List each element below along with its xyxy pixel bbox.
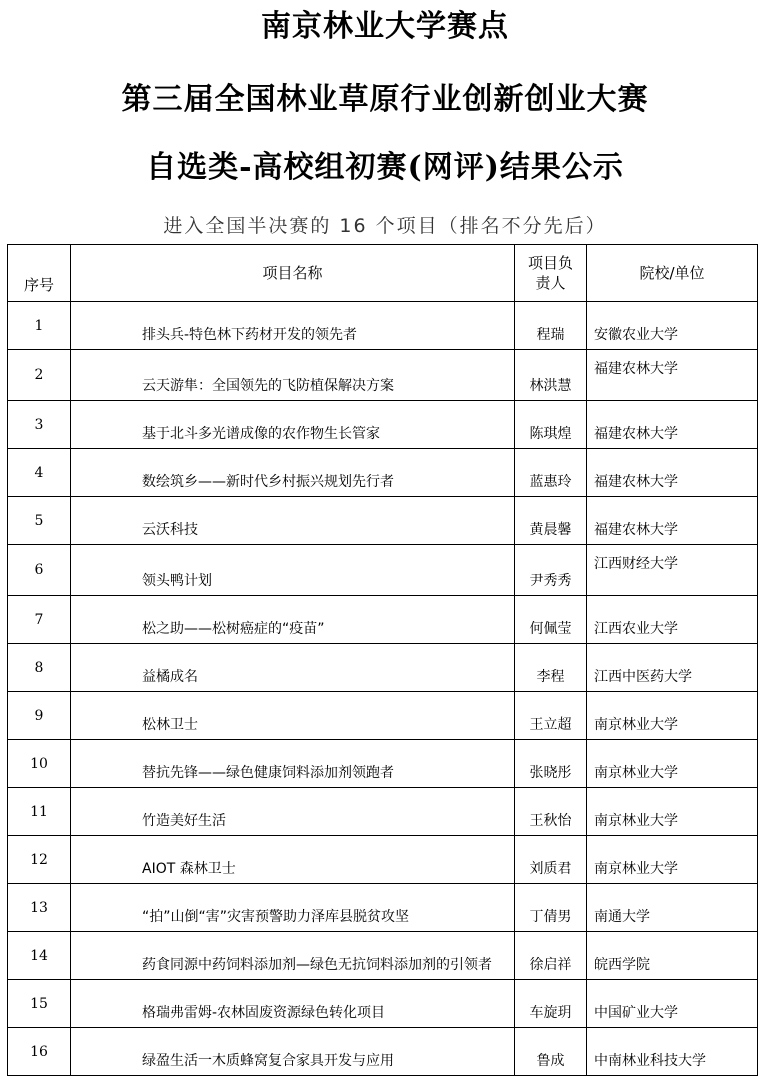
header-leader bbox=[515, 245, 587, 302]
cell-leader: 王秋怡 bbox=[515, 788, 587, 836]
cell-leader: 尹秀秀 bbox=[515, 545, 587, 596]
cell-school: 南通大学 bbox=[587, 884, 758, 932]
cell-seq: 1 bbox=[8, 302, 71, 350]
cell-project: 药食同源中药饲料添加剂—绿色无抗饲料添加剂的引领者 bbox=[71, 932, 515, 980]
cell-seq: 8 bbox=[8, 644, 71, 692]
cell-leader: 丁倩男 bbox=[515, 884, 587, 932]
cell-leader: 黄晨馨 bbox=[515, 497, 587, 545]
cell-project: 云天游隼：全国领先的飞防植保解决方案 bbox=[71, 350, 515, 401]
cell-school: 江西财经大学 bbox=[587, 545, 758, 596]
table-row bbox=[8, 692, 758, 740]
cell-leader: 陈琪煌 bbox=[515, 401, 587, 449]
cell-leader: 刘质君 bbox=[515, 836, 587, 884]
title-line-2: 第三届全国林业草原行业创新创业大赛 bbox=[121, 82, 649, 117]
cell-school: 南京林业大学 bbox=[587, 692, 758, 740]
cell-seq: 2 bbox=[8, 350, 71, 401]
cell-project: AIOT 森林卫士 bbox=[71, 836, 515, 884]
table-row bbox=[8, 644, 758, 692]
cell-school: 南京林业大学 bbox=[587, 836, 758, 884]
cell-school: 南京林业大学 bbox=[587, 740, 758, 788]
cell-seq: 16 bbox=[8, 1028, 71, 1076]
cell-seq: 11 bbox=[8, 788, 71, 836]
cell-seq: 5 bbox=[8, 497, 71, 545]
cell-leader: 林洪慧 bbox=[515, 350, 587, 401]
cell-seq: 10 bbox=[8, 740, 71, 788]
cell-school: 皖西学院 bbox=[587, 932, 758, 980]
cell-seq: 14 bbox=[8, 932, 71, 980]
table-row bbox=[8, 980, 758, 1028]
table-row bbox=[8, 1028, 758, 1076]
cell-school: 中南林业科技大学 bbox=[587, 1028, 758, 1076]
cell-school: 南京林业大学 bbox=[587, 788, 758, 836]
subtitle: 进入全国半决赛的 16 个项目（排名不分先后） bbox=[163, 215, 607, 237]
cell-seq: 3 bbox=[8, 401, 71, 449]
table-row bbox=[8, 302, 758, 350]
cell-school: 福建农林大学 bbox=[587, 350, 758, 401]
cell-project: 基于北斗多光谱成像的农作物生长管家 bbox=[71, 401, 515, 449]
cell-school: 福建农林大学 bbox=[587, 401, 758, 449]
cell-school: 福建农林大学 bbox=[587, 497, 758, 545]
cell-leader: 蓝惠玲 bbox=[515, 449, 587, 497]
cell-school: 安徽农业大学 bbox=[587, 302, 758, 350]
table-header-row bbox=[8, 245, 758, 302]
cell-leader: 何佩莹 bbox=[515, 596, 587, 644]
cell-school: 福建农林大学 bbox=[587, 449, 758, 497]
cell-project: 云沃科技 bbox=[71, 497, 515, 545]
header-leader-line1: 项目负 bbox=[527, 254, 573, 272]
cell-project: 排头兵-特色林下药材开发的领先者 bbox=[71, 302, 515, 350]
cell-project: 领头鸭计划 bbox=[71, 545, 515, 596]
cell-seq: 13 bbox=[8, 884, 71, 932]
table-row bbox=[8, 884, 758, 932]
cell-leader: 李程 bbox=[515, 644, 587, 692]
results-table bbox=[7, 244, 758, 1076]
cell-school: 江西农业大学 bbox=[587, 596, 758, 644]
table-row bbox=[8, 788, 758, 836]
header-seq: 序号 bbox=[8, 245, 71, 302]
header-project: 项目名称 bbox=[71, 245, 515, 302]
cell-leader: 王立超 bbox=[515, 692, 587, 740]
table-row bbox=[8, 836, 758, 884]
table-row bbox=[8, 740, 758, 788]
cell-project: 替抗先锋——绿色健康饲料添加剂领跑者 bbox=[71, 740, 515, 788]
title-line-1: 南京林业大学赛点 bbox=[261, 9, 509, 44]
cell-leader: 程瑞 bbox=[515, 302, 587, 350]
table-row bbox=[8, 596, 758, 644]
cell-school: 中国矿业大学 bbox=[587, 980, 758, 1028]
header-school: 院校/单位 bbox=[587, 245, 758, 302]
cell-seq: 12 bbox=[8, 836, 71, 884]
table-row bbox=[8, 545, 758, 596]
cell-project: 数绘筑乡——新时代乡村振兴规划先行者 bbox=[71, 449, 515, 497]
table-row bbox=[8, 497, 758, 545]
table-row bbox=[8, 449, 758, 497]
table-row bbox=[8, 401, 758, 449]
header-leader-line2: 责人 bbox=[535, 274, 566, 292]
cell-seq: 4 bbox=[8, 449, 71, 497]
table-row bbox=[8, 932, 758, 980]
table-row bbox=[8, 350, 758, 401]
cell-project: 绿盈生活一木质蜂窝复合家具开发与应用 bbox=[71, 1028, 515, 1076]
cell-leader: 鲁成 bbox=[515, 1028, 587, 1076]
cell-leader: 车旋玥 bbox=[515, 980, 587, 1028]
cell-project: 松林卫士 bbox=[71, 692, 515, 740]
cell-seq: 6 bbox=[8, 545, 71, 596]
cell-seq: 9 bbox=[8, 692, 71, 740]
cell-project: 松之助——松树癌症的“疫苗” bbox=[71, 596, 515, 644]
cell-seq: 7 bbox=[8, 596, 71, 644]
cell-project: 竹造美好生活 bbox=[71, 788, 515, 836]
title-line-3: 自选类-高校组初赛(网评)结果公示 bbox=[146, 150, 624, 185]
cell-leader: 张晓彤 bbox=[515, 740, 587, 788]
cell-leader: 徐启祥 bbox=[515, 932, 587, 980]
cell-project: “拍”山倒“害”灾害预警助力泽库县脱贫攻坚 bbox=[71, 884, 515, 932]
cell-project: 格瑞弗雷姆-农林固废资源绿色转化项目 bbox=[71, 980, 515, 1028]
cell-seq: 15 bbox=[8, 980, 71, 1028]
cell-school: 江西中医药大学 bbox=[587, 644, 758, 692]
cell-project: 益橘成名 bbox=[71, 644, 515, 692]
